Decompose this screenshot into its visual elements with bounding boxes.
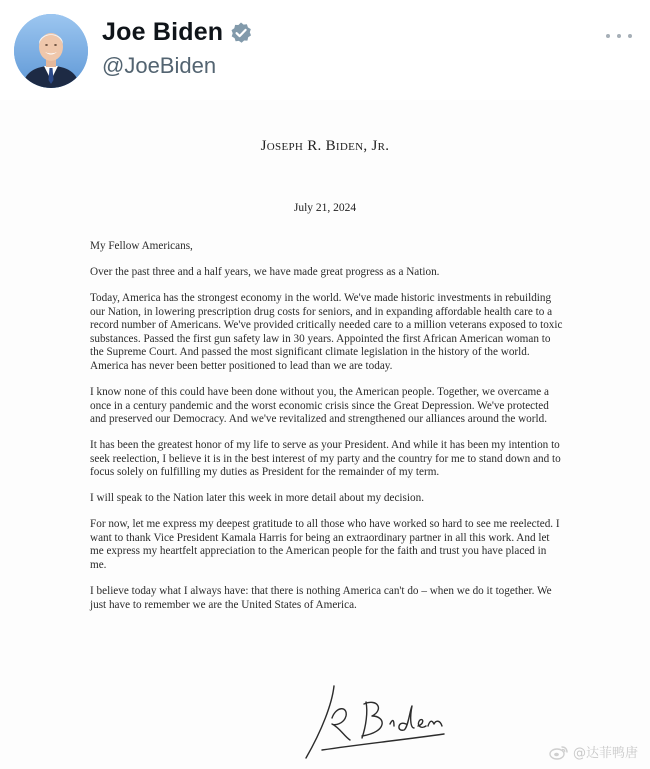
avatar[interactable]: [14, 14, 88, 88]
letter-paragraph-7: I believe today what I always have: that there is nothing America can't do – when we do it together. We just have to remember we are the United States of America.: [90, 585, 552, 611]
letter-paragraph-6: For now, let me express my deepest gratitude to all those who have worked so hard to see me reelected. I want to thank Vice President Kamala Harris for being an extraordinary partner in all this work. And let me express my heartfelt appreciation to the American people for the faith and trust you have placed in me.: [90, 518, 560, 572]
more-options-icon: [628, 34, 632, 38]
avatar-portrait-icon: [14, 14, 88, 88]
salutation: My Fellow Americans,: [90, 240, 193, 252]
more-options-icon: [606, 34, 610, 38]
letter-body: [90, 240, 565, 625]
tweet-header: [0, 0, 650, 100]
display-name[interactable]: Joe Biden: [102, 18, 224, 46]
letter-date: July 21, 2024: [293, 202, 357, 214]
name-row: [102, 18, 253, 47]
letter-paragraph-2: Today, America has the strongest economy in the world. We've made historic investments in rebuilding our Nation, in lowering prescription drug costs for seniors, and in expanding affordable health care to a record number of Americans. We've provided critically needed care to a million veterans exposed to toxic substances. Passed the first gun safety law in 30 years. Appointed the first African American woman to the Supreme Court. And passed the most significant climate legislation in the history of the world. America has never been better positioned to lead than we are today.: [90, 291, 563, 372]
watermark-text: @达菲鸭唐: [572, 746, 638, 761]
weibo-logo-icon: [549, 744, 569, 760]
letter-image[interactable]: [0, 100, 650, 769]
handwritten-signature: [292, 680, 452, 764]
letterhead: Joseph R. Biden, Jr.: [260, 138, 390, 154]
letter-paragraph-5: I will speak to the Nation later this week in more detail about my decision.: [90, 492, 424, 505]
weibo-watermark: [549, 742, 638, 761]
more-options-icon: [617, 34, 621, 38]
letter-paragraph-3: I know none of this could have been done without you, the American people. Together, we overcame a once in a century pandemic and the worst economic crisis since the Great Depression. We've protected and preserved our Democracy. And we've revitalized and strengthened our alliances around the world.: [90, 385, 549, 426]
verified-badge-icon: [229, 21, 253, 45]
more-options-button[interactable]: [606, 26, 632, 46]
letter-paragraph-4: It has been the greatest honor of my life to serve as your President. And while it has been my intention to seek reelection, I believe it is in the best interest of my party and the country for me to stand down and to focus solely on fulfilling my duties as President for the remainder of my term.: [90, 439, 561, 479]
letter-paragraph-1: Over the past three and a half years, we have made great progress as a Nation.: [90, 265, 440, 278]
user-handle[interactable]: @JoeBiden: [102, 53, 217, 78]
